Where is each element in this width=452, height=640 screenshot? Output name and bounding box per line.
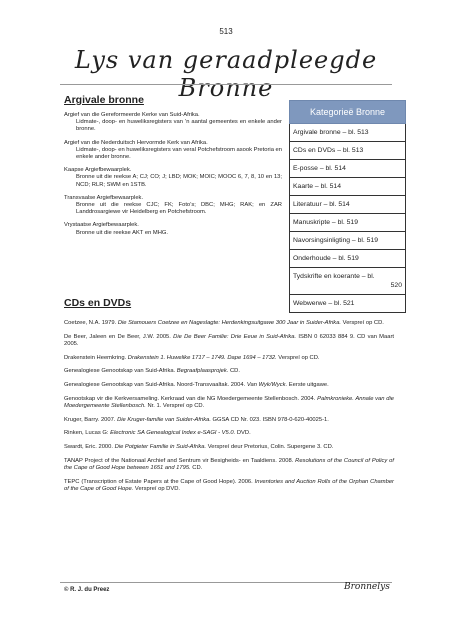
reference-text: DVD. xyxy=(235,430,251,437)
reference-entry xyxy=(64,382,394,389)
archive-section xyxy=(64,94,282,243)
reference-text: Kruger, Barry. 2007. xyxy=(64,416,118,423)
sidebar-item-label: Manuskripte – bl. 519 xyxy=(293,219,358,226)
sidebar-item-page: 520 xyxy=(390,282,402,289)
footer-divider xyxy=(60,582,392,583)
archive-detail: Bronne uit die reekse CJC; FK; Foto’s; DBC; MHG; RAK; en ZAR Landdrosargiewe vir Heidelberg en Potchefstroom. xyxy=(76,202,282,216)
reference-title: Drakenstein 1. Huwelike 1717 – 1749. Dape 1694 – 1732. xyxy=(127,354,277,361)
reference-entry xyxy=(64,458,394,472)
archive-heading: Argivale bronne xyxy=(64,94,144,106)
archive-group xyxy=(64,195,282,217)
sidebar-item-label: Onderhoude – bl. 519 xyxy=(293,255,359,262)
reference-entry xyxy=(64,320,394,327)
sidebar-item-label: Navorsingsinligting – bl. 519 xyxy=(293,237,379,244)
reference-text: Coetzee, N.A. 1979. xyxy=(64,320,118,326)
reference-entry xyxy=(64,334,394,348)
archive-detail: Bronne uit die reekse AKT en MHG. xyxy=(76,229,169,236)
sidebar-item[interactable] xyxy=(289,250,406,268)
archive-group xyxy=(64,222,282,236)
archive-name: Transvaalse Argiefbewaarplek. xyxy=(64,194,144,201)
reference-text: Genealogiese Genootskap van Suid-Afrika. xyxy=(64,368,177,375)
archive-group xyxy=(64,140,282,162)
page-title: Lys van geraadpleegde Bronne xyxy=(74,46,378,102)
reference-text: TANAP Project of the Nationaal Archief and Sentrum vir Besigheids- en Taaldiens. 2008. xyxy=(64,457,296,464)
reference-text: Rinken, Lucas G: xyxy=(64,430,111,437)
archive-group xyxy=(64,112,282,134)
reference-title: Die De Beer Familie: Drie Eeue in Suid-Afrika. xyxy=(173,333,297,340)
sidebar-item-label: Kaarte – bl. 514 xyxy=(293,183,341,190)
archive-name: Kaapse Argiefbewaarplek. xyxy=(64,167,132,174)
reference-title: Electronic SA Genealogical Index e-SAGI - V5.0. xyxy=(110,430,236,437)
reference-text: GGSA CD Nr. 023. ISBN 978-0-620-40025-1. xyxy=(210,416,329,423)
reference-title: Resolutions of the Council of Policy of the Cape of Good Hope between 1651 and 1795. xyxy=(64,457,394,471)
reference-text: Verspreí op DVD. xyxy=(133,485,181,492)
archive-name: Argief van die Nederduitsch Hervormde Kerk van Afrika. xyxy=(64,139,208,146)
sidebar-item[interactable] xyxy=(289,142,406,160)
reference-entry xyxy=(64,430,394,437)
sidebar-item[interactable] xyxy=(289,268,406,295)
reference-title: Die Kruger-familie van Suider-Afrika. xyxy=(117,416,211,423)
reference-title: Palmkronieke. Annale van die Moedergemeente Stellenbosch. xyxy=(64,395,394,409)
sidebar-item[interactable] xyxy=(289,214,406,232)
footer-copyright: © R. J. du Preez xyxy=(64,587,110,593)
reference-text: TEPC (Transcription of Estate Papers at the Cape of Good Hope). 2006. xyxy=(64,478,255,485)
sidebar-item-label: CDs en DVDs – bl. 513 xyxy=(293,147,364,154)
page-number: 513 xyxy=(219,27,233,36)
reference-text: Nr. 1. Verspreí op CD. xyxy=(145,402,205,409)
reference-text: Genootskap vir die Kerkversameling. Kerkraad van die NG Moedergemeente Stellenbosch. 2004. xyxy=(64,395,318,402)
reference-text: Swardt, Eric. 2000. xyxy=(64,444,115,451)
reference-text: Verspreí deur Pretorius, Colin. Supergene 3. CD. xyxy=(206,444,334,451)
reference-entry xyxy=(64,417,394,424)
reference-entry xyxy=(64,368,394,375)
reference-title: Inventories and Auction Rolls of the Orphan Chamber of the Cape of Good Hope. xyxy=(64,478,394,492)
title-divider xyxy=(60,84,392,85)
sidebar-header: Kategorieë Bronne xyxy=(289,100,406,124)
sidebar-item[interactable] xyxy=(289,178,406,196)
sidebar-item-label: Literatuur – bl. 514 xyxy=(293,201,350,208)
archive-detail: Lidmate-, doop- en huweliksregisters van veral Potchefstroom asook Pretoria en enkele ander bronne. xyxy=(76,146,282,161)
reference-title: Die Potgieter Familie in Suid-Afrika. xyxy=(114,444,207,451)
category-sidebar xyxy=(289,100,406,313)
reference-text: Verspreí op CD. xyxy=(276,354,320,361)
reference-entry xyxy=(64,479,394,493)
archive-detail: Lidmate-, doop- en huweliksregisters van ’n aantal gemeentes en enkele ander bronne. xyxy=(76,119,282,133)
reference-entry xyxy=(64,355,394,362)
sidebar-item-label: E-posse – bl. 514 xyxy=(293,165,346,172)
sidebar-item-label: Webwerwe – bl. 521 xyxy=(293,300,355,307)
archive-detail: Bronne uit die reekse A; CJ; CO; J; LBD; MOK; MOIC; MOOC 6, 7, 8, 10 en 13; NCD; RLR; SWM en 1STB. xyxy=(76,174,282,188)
reference-text: CD. xyxy=(190,464,203,471)
reference-text: De Beer, Jaleen en De Beer, J.W. 2005. xyxy=(64,333,174,340)
archive-name: Vrystaatse Argiefbewaarplek. xyxy=(64,222,139,229)
reference-text: Drakenstein Heemkring. xyxy=(64,354,128,361)
reference-text: ISBN 0 62033 884 9. CD van Maart 2005. xyxy=(64,333,394,347)
reference-text: Genealogiese Genootskap van Suid-Afrika. Noord-Transvaaltak. 2004. xyxy=(64,382,247,389)
footer-section-label: Bronnelys xyxy=(344,582,390,592)
sidebar-item[interactable] xyxy=(289,124,406,142)
sidebar-item[interactable] xyxy=(289,295,406,313)
sidebar-item[interactable] xyxy=(289,160,406,178)
reference-text: Eerste uitgawe. xyxy=(287,382,329,389)
sidebar-item-label: Tydskrifte en koerante – bl. xyxy=(293,273,375,280)
archive-name: Argief van die Gereformeerde Kerke van Suid-Afrika. xyxy=(64,112,200,118)
sidebar-item[interactable] xyxy=(289,196,406,214)
archive-group xyxy=(64,167,282,189)
archive-list xyxy=(64,112,282,237)
reference-title: Van Wyk/Wyck. xyxy=(246,382,288,389)
cds-reference-list xyxy=(64,320,394,500)
reference-entry xyxy=(64,444,394,451)
reference-text: CD. xyxy=(228,368,240,375)
sidebar-item-label: Argivale bronne – bl. 513 xyxy=(293,129,369,136)
reference-title: Begraafplaasprojek. xyxy=(176,368,229,375)
reference-entry xyxy=(64,396,394,410)
cds-heading: CDs en DVDs xyxy=(64,297,132,309)
reference-text: Verspreí op CD. xyxy=(341,320,384,326)
sidebar-item[interactable] xyxy=(289,232,406,250)
reference-title: Die Stamouers Coetzee en Nageslagte: Herdenkingsuitgawe 300 Jaar in Suider-Afrika. xyxy=(117,320,342,326)
